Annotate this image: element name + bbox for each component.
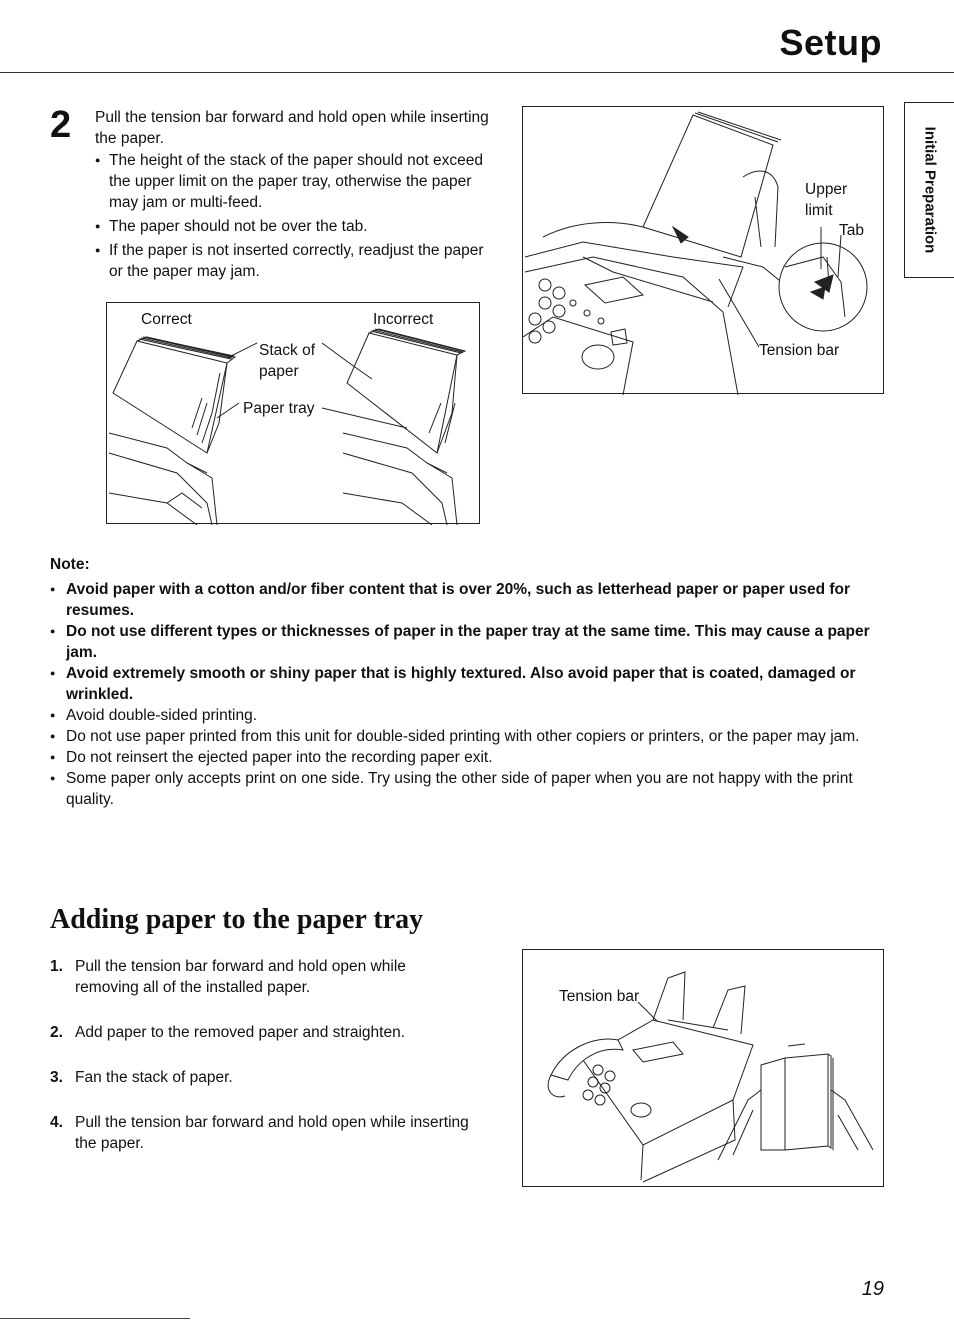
footer-divider xyxy=(0,1318,190,1319)
tension-bar-label: Tension bar xyxy=(759,342,840,359)
upper-limit-label-line2: limit xyxy=(805,202,833,219)
step-instruction: Pull the tension bar forward and hold open while inserting the paper. xyxy=(95,109,489,147)
list-item xyxy=(50,956,470,998)
figure-fax-tension-bar xyxy=(522,106,884,394)
page-number: 19 xyxy=(861,1278,884,1300)
upper-limit-label: Upper xyxy=(805,181,848,198)
list-item: ● Do not use different types or thicknesses of paper in the paper tray at the same time. This may cause a paper jam. xyxy=(50,621,890,663)
step-text: Pull the tension bar forward and hold open while inserting the paper. xyxy=(75,1114,469,1152)
step-num: 1. xyxy=(50,958,63,975)
list-item: ● Some paper only accepts print on one side. Try using the other side of paper when you are not happy with the print quality. xyxy=(50,768,890,810)
side-tab-label: Initial Preparation xyxy=(921,126,938,254)
list-item: ● Avoid extremely smooth or shiny paper that is highly textured. Also avoid paper that is coated, damaged or wrinkled. xyxy=(50,663,890,705)
step-text: Add paper to the removed paper and straighten. xyxy=(75,1024,406,1041)
step-num: 3. xyxy=(50,1069,63,1086)
figure-correct-incorrect xyxy=(106,302,480,524)
page-header-title: Setup xyxy=(779,22,882,63)
list-item: ● Do not reinsert the ejected paper into the recording paper exit. xyxy=(50,747,890,768)
step-num: 2. xyxy=(50,1024,63,1041)
section-title: Adding paper to the paper tray xyxy=(50,904,424,935)
stack-of-paper-label-line2: paper xyxy=(259,363,299,380)
figure-fax-add-paper xyxy=(522,949,884,1187)
tab-label: Tab xyxy=(839,222,864,239)
header-divider xyxy=(0,72,954,73)
list-item: ● Avoid double-sided printing. xyxy=(50,705,890,726)
fax-and-paper-illustration xyxy=(523,950,885,1188)
list-item: ● The height of the stack of the paper should not exceed the upper limit on the paper tray, otherwise the paper may jam or multi-feed. xyxy=(95,150,495,213)
list-item xyxy=(50,1067,470,1088)
step-text: Fan the stack of paper. xyxy=(75,1069,233,1086)
list-item xyxy=(50,1112,470,1154)
list-item: ● The paper should not be over the tab. xyxy=(95,216,495,237)
steps-list xyxy=(50,956,470,1178)
section-side-tab xyxy=(904,102,954,278)
note-list xyxy=(50,579,890,810)
incorrect-label: Incorrect xyxy=(373,311,434,328)
step-text: Pull the tension bar forward and hold open while removing all of the installed paper. xyxy=(75,958,406,996)
list-item: ● If the paper is not inserted correctly, readjust the paper or the paper may jam. xyxy=(95,240,495,282)
step-bullet-list xyxy=(95,150,495,285)
correct-label: Correct xyxy=(141,311,192,328)
stack-of-paper-label: Stack of xyxy=(259,342,315,359)
paper-tray-label: Paper tray xyxy=(243,400,315,417)
tension-bar-label: Tension bar xyxy=(559,988,640,1005)
note-heading: Note: xyxy=(50,556,90,573)
list-item: ● Avoid paper with a cotton and/or fiber content that is over 20%, such as letterhead paper or paper used for resumes. xyxy=(50,579,890,621)
list-item xyxy=(50,1022,470,1043)
step-num: 4. xyxy=(50,1114,63,1131)
step-number: 2 xyxy=(50,104,72,146)
list-item: ● Do not use paper printed from this unit for double-sided printing with other copiers or printers, or the paper may jam. xyxy=(50,726,890,747)
